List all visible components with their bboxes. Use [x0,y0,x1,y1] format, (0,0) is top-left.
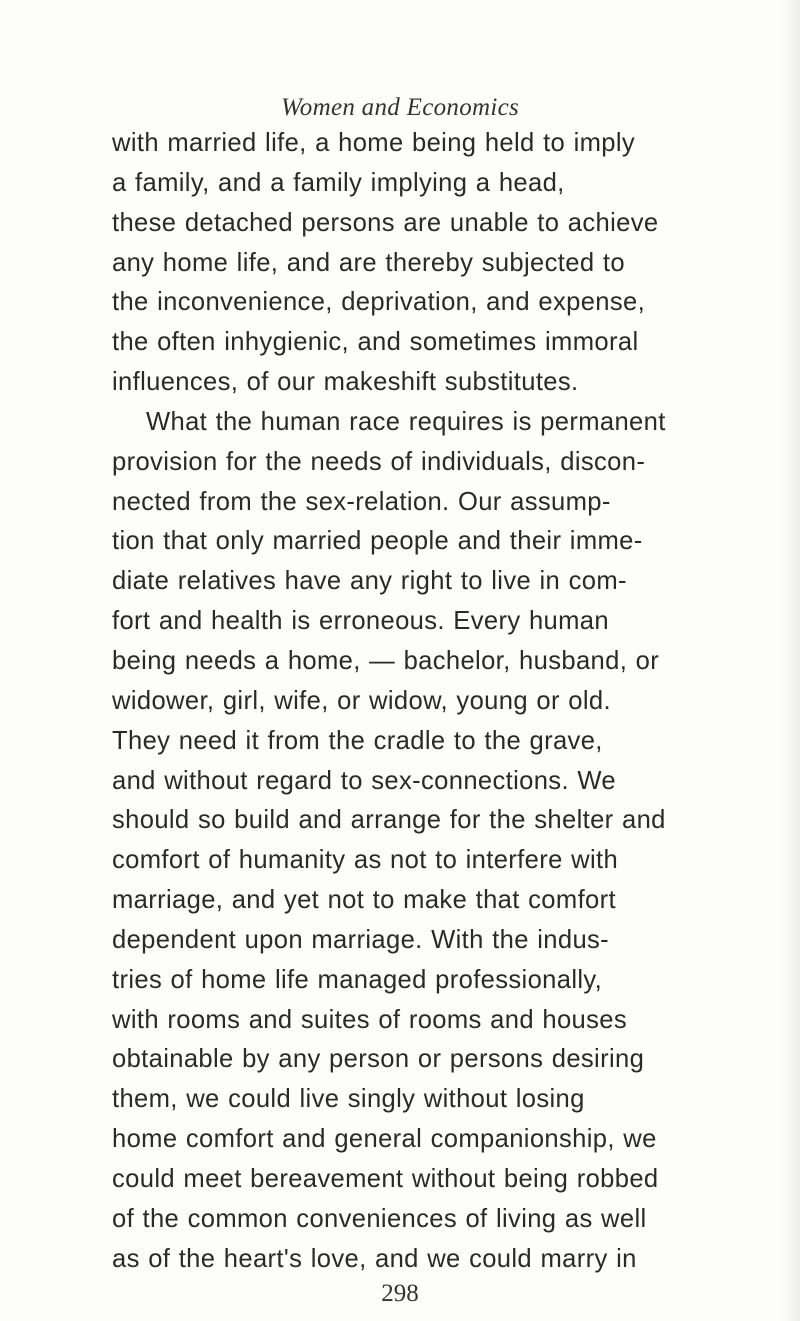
text-line: with rooms and suites of rooms and houses [112,1005,627,1034]
text-line: these detached persons are unable to achieve [112,208,659,237]
text-line: comfort of humanity as not to interfere with [112,846,619,875]
body-text [112,124,712,1279]
text-line: influences, of our makeshift substitutes. [112,368,579,397]
text-line: the inconvenience, deprivation, and expense, [112,288,646,317]
text-line: as of the heart's love, and we could marry in [112,1244,637,1273]
text-line: nected from the sex-relation. Our assump- [112,487,611,516]
text-line: a family, and a family implying a head, [112,168,565,197]
text-line: They need it from the cradle to the grave, [112,726,603,755]
page-edge-shadow [782,0,800,1321]
text-line: provision for the needs of individuals, discon- [112,447,646,476]
paragraph-first-line: What the human race requires is permanent [146,407,666,436]
text-line: with married life, a home being held to imply [112,129,636,157]
text-line: widower, girl, wife, or widow, young or old. [112,686,611,715]
text-line: obtainable by any person or persons desiring [112,1045,645,1074]
text-line: them, we could live singly without losing [112,1085,585,1114]
text-line: dependent upon marriage. With the indus- [112,925,610,954]
text-line: could meet bereavement without being robbed [112,1164,659,1193]
page-number: 298 [381,1280,419,1307]
text-line: home comfort and general companionship, we [112,1125,657,1154]
text-line: diate relatives have any right to live in com- [112,567,627,596]
text-line: should so build and arrange for the shelter and [112,806,666,835]
text-line: the often inhygienic, and sometimes immoral [112,328,639,357]
text-line: fort and health is erroneous. Every human [112,607,609,636]
text-line: marriage, and yet not to make that comfort [112,886,616,915]
running-head: Women and Economics [280,94,520,121]
text-line: and without regard to sex-connections. We [112,766,617,795]
text-line: being needs a home, — bachelor, husband, or [112,646,660,675]
text-line: tion that only married people and their imme- [112,527,643,556]
text-line: any home life, and are thereby subjected to [112,248,625,277]
text-line: of the common conveniences of living as well [112,1204,647,1233]
text-line: tries of home life managed professionally, [112,965,603,994]
